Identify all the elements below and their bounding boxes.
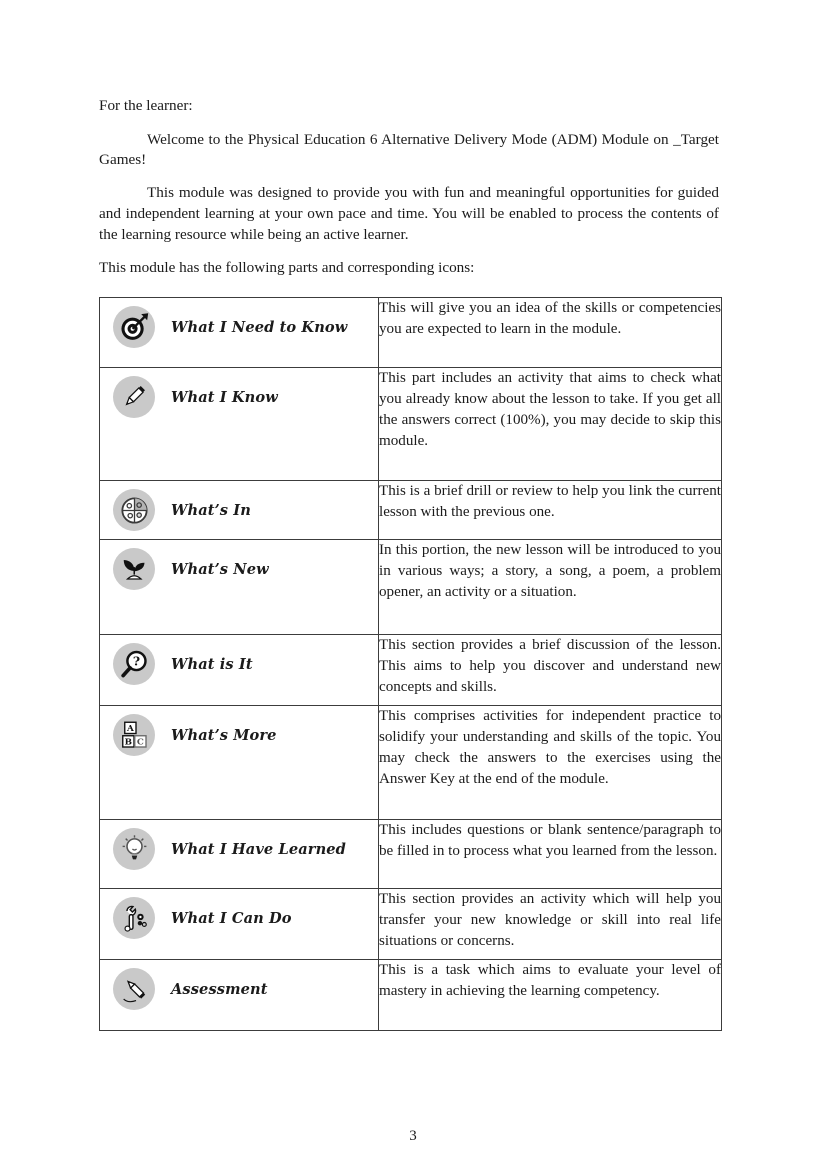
tools-icon <box>113 897 155 939</box>
salutation: For the learner: <box>99 97 193 114</box>
row-label: Assessment <box>171 980 268 998</box>
paragraph-module-design: This module was designed to provide you with fun and meaningful opportunities for guided and independent learning at your own pace and time. You will be enabled to process the contents of the learning resource while being an active learner. <box>99 184 719 244</box>
row-description: This will give you an idea of the skills or competencies you are expected to learn in the module. <box>379 298 722 368</box>
table-row <box>100 368 722 481</box>
table-row <box>100 889 722 960</box>
row-label: What’s New <box>171 560 269 578</box>
table-row <box>100 706 722 820</box>
row-description: In this portion, the new lesson will be introduced to you in various ways; a story, a song, a poem, a problem opener, an activity or a situation. <box>379 540 722 635</box>
svg-text:B: B <box>124 737 133 748</box>
row-description: This part includes an activity that aims to check what you already know about the lesson to take. If you get all the answers correct (100%), you may decide to skip this module. <box>379 368 722 481</box>
sprout-icon <box>113 548 155 590</box>
svg-text:?: ? <box>132 653 140 669</box>
row-label: What I Can Do <box>171 909 292 927</box>
row-description: This is a task which aims to evaluate your level of mastery in achieving the learning competency. <box>379 960 722 1031</box>
table-row <box>100 298 722 368</box>
row-description: This is a brief drill or review to help you link the current lesson with the previous one. <box>379 481 722 540</box>
svg-text:A: A <box>126 724 134 735</box>
module-parts-table <box>99 297 722 1031</box>
puzzle-icon <box>113 489 155 531</box>
pen-icon <box>113 968 155 1010</box>
row-label: What’s In <box>171 501 251 519</box>
page-content <box>99 96 719 1031</box>
table-row <box>100 820 722 889</box>
table-row <box>100 960 722 1031</box>
row-description: This section provides a brief discussion of the lesson. This aims to help you discover and understand new concepts and skills. <box>379 635 722 706</box>
table-row <box>100 481 722 540</box>
lightbulb-icon <box>113 828 155 870</box>
abc-blocks-icon <box>113 714 155 756</box>
target-icon <box>113 306 155 348</box>
svg-text:C: C <box>136 737 144 748</box>
table-row <box>100 540 722 635</box>
row-label: What I Know <box>171 388 278 406</box>
pencil-icon <box>113 376 155 418</box>
row-label: What I Have Learned <box>171 840 346 858</box>
page-number: 3 <box>409 1128 417 1144</box>
table-row <box>100 635 722 706</box>
row-label: What I Need to Know <box>171 318 348 336</box>
paragraph-parts-intro: This module has the following parts and corresponding icons: <box>99 259 475 277</box>
row-description: This includes questions or blank sentence/paragraph to be filled in to process what you learned from the lesson. <box>379 820 722 889</box>
row-description: This comprises activities for independent practice to solidify your understanding and skills of the topic. You may check the answers to the exercises using the Answer Key at the end of the module. <box>379 706 722 820</box>
paragraph-welcome: Welcome to the Physical Education 6 Alternative Delivery Mode (ADM) Module on _Target Games! <box>99 130 719 169</box>
row-label: What is It <box>171 655 253 673</box>
row-description: This section provides an activity which will help you transfer your new knowledge or skill into real life situations or concerns. <box>379 889 722 960</box>
magnifier-question-icon <box>113 643 155 685</box>
row-label: What’s More <box>171 726 277 744</box>
